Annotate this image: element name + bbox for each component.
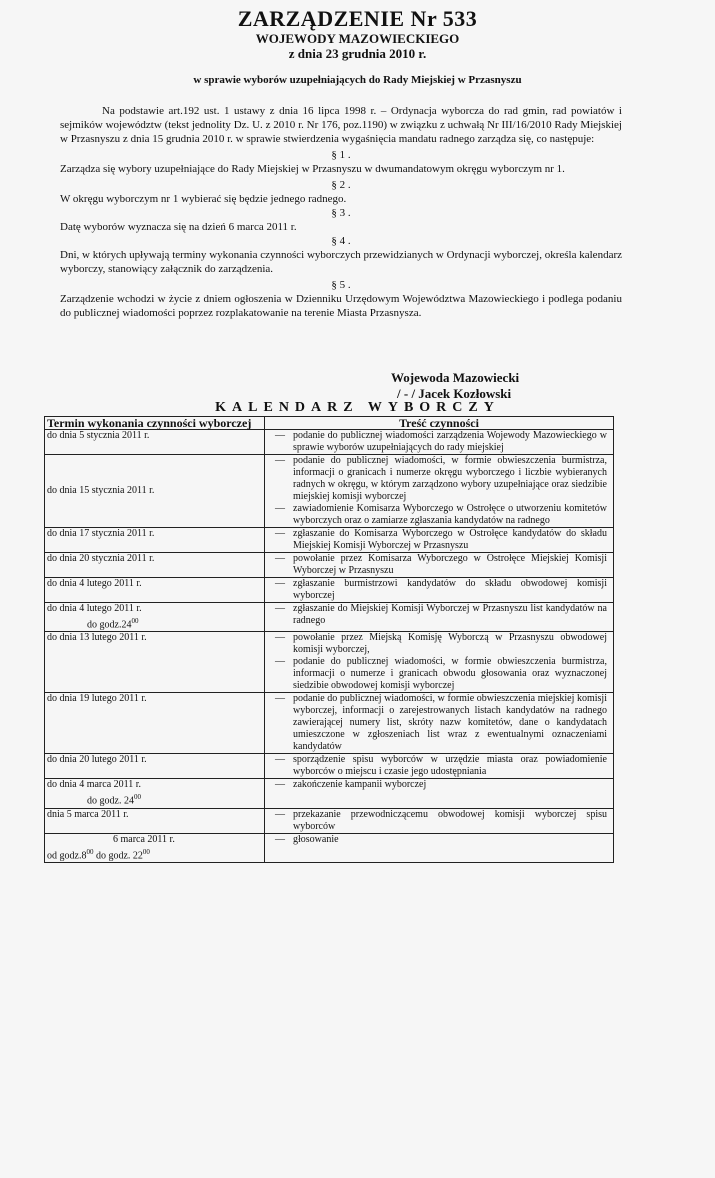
- deadline-time: [47, 846, 262, 862]
- election-calendar-table: [44, 416, 614, 863]
- dash-bullet: —: [275, 455, 285, 466]
- calendar-title: KALENDARZ WYBORCZY: [215, 400, 500, 415]
- deadline-date: do dnia 4 marca 2011 r.: [47, 779, 142, 791]
- section-4-label: § 4 .: [331, 235, 351, 247]
- deadline-date: do dnia 20 lutego 2011 r.: [47, 754, 147, 766]
- table-row: [45, 808, 614, 833]
- dash-bullet: —: [275, 754, 285, 766]
- deadline-time-minutes: 00: [133, 793, 141, 802]
- deadline-time-part: od godz.8: [47, 849, 87, 861]
- activity-text: zgłaszanie burmistrzowi kandydatów do składu obwodowej komisji wyborczej: [293, 578, 607, 601]
- dash-bullet: —: [275, 632, 285, 644]
- deadline-cell: [45, 632, 265, 693]
- deadline-cell: [45, 603, 265, 632]
- activity-text: zakończenie kampanii wyborczej: [293, 779, 427, 791]
- section-2-text: W okręgu wyborczym nr 1 wybierać się będzie jednego radnego.: [60, 193, 347, 205]
- section-2-label: § 2 .: [331, 179, 351, 191]
- activity-text: przekazanie przewodniczącemu obwodowej komisji wyborczej spisu wyborców: [293, 808, 607, 832]
- activity-cell: [265, 808, 614, 833]
- table-row: [45, 528, 614, 553]
- issuing-authority: WOJEWODY MAZOWIECKIEGO: [255, 31, 460, 46]
- deadline-cell: [45, 779, 265, 808]
- signature-title: Wojewoda Mazowiecki: [391, 370, 520, 385]
- deadline-cell: [45, 528, 265, 553]
- deadline-date: do dnia 4 lutego 2011 r.: [47, 578, 142, 589]
- activity-cell: [265, 603, 614, 632]
- deadline-cell: [45, 430, 265, 455]
- activity-cell: [265, 430, 614, 455]
- activity-cell: [265, 754, 614, 779]
- dash-bullet: —: [275, 656, 285, 668]
- document-body: [60, 104, 622, 320]
- section-3-text: Datę wyborów wyznacza się na dzień 6 marca 2011 r.: [60, 221, 297, 233]
- document-date: z dnia 23 grudnia 2010 r.: [288, 46, 427, 61]
- column-header-deadline: Termin wykonania czynności wyborczej: [45, 417, 265, 430]
- activity-text: powołanie przez Miejską Komisję Wyborczą w Przasnyszu obwodowej komisji wyborczej,: [293, 632, 607, 656]
- activity-item: [267, 656, 611, 692]
- dash-bullet: —: [275, 528, 285, 539]
- section-1-label: § 1 .: [331, 149, 351, 161]
- deadline-date: do dnia 5 stycznia 2011 r.: [47, 430, 150, 441]
- activity-cell: [265, 553, 614, 578]
- dash-bullet: —: [275, 603, 285, 614]
- section-5-label: § 5 .: [331, 279, 351, 291]
- column-header-activity: Treść czynności: [265, 417, 614, 430]
- deadline-cell: [45, 455, 265, 528]
- deadline-cell: [45, 833, 265, 862]
- activity-cell: [265, 693, 614, 754]
- activity-cell: [265, 528, 614, 553]
- activity-item: [267, 430, 611, 454]
- section-5-text: Zarządzenie wchodzi w życie z dniem ogłoszenia w Dzienniku Urzędowym Województwa Mazowieckiego i podlega podaniu do publicznej wiadomości poprzez rozplakatowanie na terenie Miasta Przasnysza.: [60, 293, 622, 319]
- deadline-cell: [45, 754, 265, 779]
- activity-item: [267, 603, 611, 627]
- deadline-time: [47, 615, 262, 631]
- table-header-row: [45, 417, 614, 430]
- dash-bullet: —: [275, 808, 285, 820]
- activity-item: [267, 553, 611, 577]
- dash-bullet: —: [275, 779, 285, 791]
- deadline-time-text: do godz.24: [87, 619, 132, 631]
- deadline-date: do dnia 19 lutego 2011 r.: [47, 693, 147, 705]
- activity-item: [267, 528, 611, 552]
- activity-text: głosowanie: [293, 833, 339, 845]
- activity-text: zgłaszanie do Miejskiej Komisji Wyborczej w Przasnyszu list kandydatów na radnego: [293, 603, 607, 626]
- deadline-date: 6 marca 2011 r.: [113, 833, 175, 845]
- activity-cell: [265, 632, 614, 693]
- activity-item: [267, 834, 611, 846]
- deadline-time-part: 00: [142, 847, 150, 856]
- deadline-date: dnia 5 marca 2011 r.: [47, 808, 129, 820]
- activity-text: zgłaszanie do Komisarza Wyborczego w Ostrołęce kandydatów do składu Miejskiej Komisji Wyborczej w Przasnyszu: [293, 528, 607, 551]
- table-row: [45, 754, 614, 779]
- activity-cell: [265, 833, 614, 862]
- activity-text: podanie do publicznej wiadomości, w formie obwieszczenia miejskiej komisji wyborczej, informacji o zarejestrowanych listach kandydatów na radnego zawierającej numery list, skróty nazw komitetów, dane o kandydatach umieszczone w zgłoszeniach list wraz z ewentualnymi oznaczeniami kandydatów: [293, 693, 607, 753]
- deadline-cell: [45, 693, 265, 754]
- activity-item: [267, 632, 611, 656]
- dash-bullet: —: [275, 553, 285, 564]
- table-row: [45, 430, 614, 455]
- document-subject: w sprawie wyborów uzupełniających do Rady Miejskiej w Przasnyszu: [193, 74, 522, 86]
- deadline-time-part: 00: [86, 847, 94, 856]
- activity-cell: [265, 455, 614, 528]
- table-row: [45, 833, 614, 862]
- table-row: [45, 553, 614, 578]
- activity-item: [267, 693, 611, 753]
- deadline-date: do dnia 15 stycznia 2011 r.: [47, 485, 155, 496]
- dash-bullet: —: [275, 833, 285, 845]
- document-title: ZARZĄDZENIE Nr 533: [237, 6, 478, 31]
- activity-item: [267, 754, 611, 778]
- table-row: [45, 455, 614, 528]
- deadline-cell: [45, 553, 265, 578]
- deadline-time-text: do godz. 24: [87, 795, 134, 807]
- preamble: Na podstawie art.192 ust. 1 ustawy z dnia 16 lipca 1998 r. – Ordynacja wyborcza do rad gmin, rad powiatów i sejmików województw (tekst jednolity Dz. U. z 2010 r. Nr 176, poz.1190) w związku z uchwałą Nr III/16/2010 Rady Miejskiej w Przasnyszu z dnia 15 grudnia 2010 r. w sprawie stwierdzenia wygaśnięcia mandatu radnego zarządza się, co następuje:: [60, 105, 622, 145]
- table-row: [45, 632, 614, 693]
- section-3-label: § 3 .: [331, 207, 351, 219]
- activity-item: [267, 578, 611, 602]
- table-row: [45, 779, 614, 808]
- activity-text: sporządzenie spisu wyborców w urzędzie miasta oraz powiadomienie wyborców o miejscu i czasie jego udostępniania: [293, 754, 607, 778]
- deadline-date: do dnia 20 stycznia 2011 r.: [47, 553, 155, 564]
- dash-bullet: —: [275, 503, 285, 514]
- table-row: [45, 578, 614, 603]
- activity-text: podanie do publicznej wiadomości, w formie obwieszczenia burmistrza, informacji o numerze i granicach obwodu głosowania oraz wyznaczonej siedzibie obwodowej komisji wyborczej: [293, 656, 607, 692]
- deadline-date: do dnia 4 lutego 2011 r.: [47, 603, 142, 614]
- section-1-text: Zarządza się wybory uzupełniające do Rady Miejskiej w Przasnyszu w dwumandatowym okręgu wyborczym nr 1.: [60, 163, 565, 175]
- activity-cell: [265, 578, 614, 603]
- deadline-cell: [45, 578, 265, 603]
- activity-text: powołanie przez Komisarza Wyborczego w Ostrołęce Miejskiej Komisji Wyborczej w Przasnyszu: [293, 553, 607, 576]
- activity-text: podanie do publicznej wiadomości, w formie obwieszczenia burmistrza, informacji o granicach i numerze okręgu wyborczego i liczbie wybieranych radnych w okręgu, w którym zarządzono wybory uzupełniające oraz siedzibie miejskiej komisji wyborczej: [293, 455, 607, 502]
- activity-item: [267, 809, 611, 833]
- calendar-rows: [45, 430, 614, 863]
- dash-bullet: —: [275, 693, 285, 705]
- deadline-date: do dnia 17 stycznia 2011 r.: [47, 528, 155, 539]
- deadline-cell: [45, 808, 265, 833]
- dash-bullet: —: [275, 578, 285, 589]
- table-row: [45, 693, 614, 754]
- deadline-date: do dnia 13 lutego 2011 r.: [47, 632, 147, 644]
- section-4-text: Dni, w których upływają terminy wykonania czynności wyborczych przewidzianych w Ordynacji wyborczej, określa kalendarz wyborczy, stanowiący załącznik do zarządzenia.: [60, 249, 622, 275]
- activity-cell: [265, 779, 614, 808]
- activity-item: [267, 503, 611, 527]
- signature-name: / - / Jacek Kozłowski: [397, 386, 512, 401]
- activity-text: zawiadomienie Komisarza Wyborczego w Ostrołęce o utworzeniu komitetów wyborczych oraz o zamiarze zgłaszania kandydatów na radnego: [293, 503, 607, 526]
- activity-item: [267, 455, 611, 503]
- deadline-time-minutes: 00: [131, 617, 139, 625]
- activity-item: [267, 779, 611, 791]
- table-row: [45, 603, 614, 632]
- deadline-time: [47, 791, 262, 807]
- activity-text: podanie do publicznej wiadomości zarządzenia Wojewody Mazowieckiego w sprawie wyborów uzupełniających do rady miejskiej: [293, 430, 607, 453]
- deadline-time-part: do godz. 22: [93, 849, 143, 861]
- dash-bullet: —: [275, 430, 285, 441]
